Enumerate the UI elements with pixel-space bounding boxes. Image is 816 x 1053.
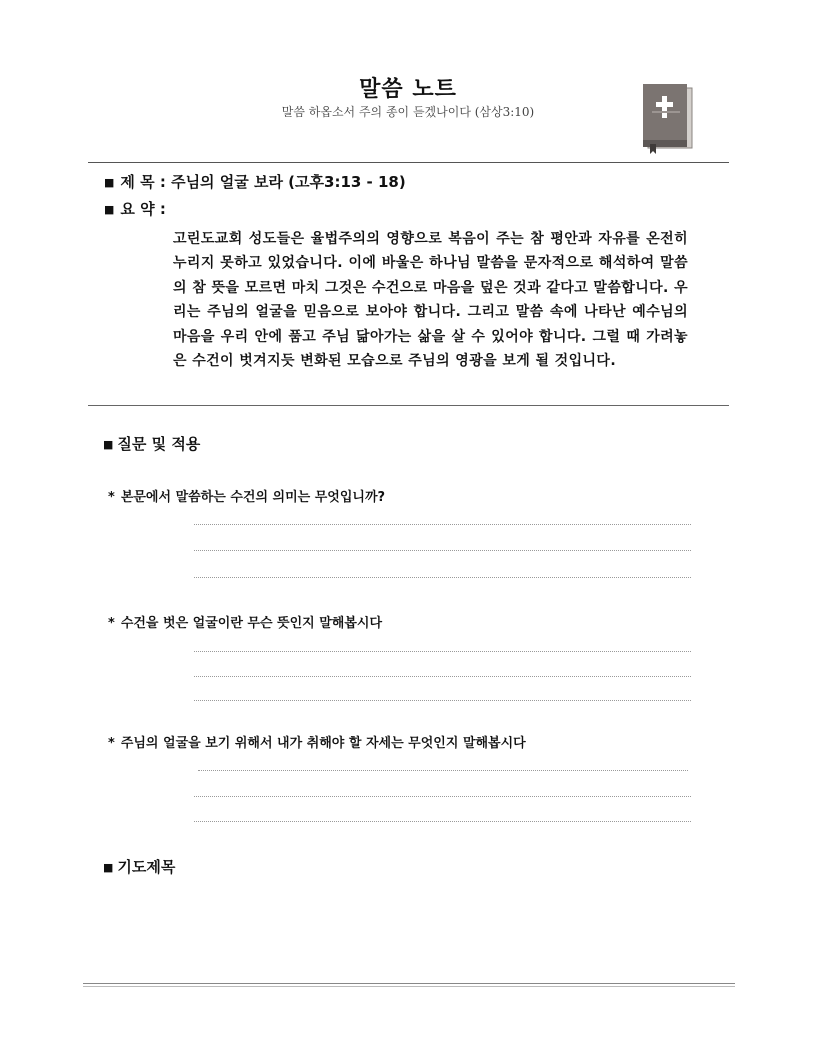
asterisk-bullet-icon: * [108, 616, 115, 631]
asterisk-bullet-icon: * [108, 736, 115, 751]
section-divider [88, 405, 729, 406]
asterisk-bullet-icon: * [108, 490, 115, 505]
footer-divider [83, 983, 735, 987]
questions-section-title: 질문 및 적용 [117, 435, 201, 453]
subject-value: 주님의 얼굴 보라 (고후3:13 - 18) [171, 173, 406, 191]
square-bullet-icon: ■ [104, 203, 115, 216]
square-bullet-icon: ■ [103, 861, 114, 874]
subject-field [104, 171, 406, 192]
question-text: 주님의 얼굴을 보기 위해서 내가 취해야 할 자세는 무엇인지 말해봅시다 [120, 736, 526, 751]
question-item [108, 486, 385, 505]
question-text: 수건을 벗은 얼굴이란 무슨 뜻인지 말해봅시다 [120, 616, 383, 631]
answer-line[interactable] [194, 550, 691, 551]
summary-text: 고린도교회 성도들은 율법주의의 영향으로 복음이 주는 참 평안과 자유를 온전히 누리지 못하고 있었습니다. 이에 바울은 하나님 말씀을 문자적으로 해석하여 말씀의 참 뜻을 모르면 마치 그것은 수건으로 마음을 덮은 것과 같다고 말씀합니다. 우리는 주님의 얼굴을 믿음으로 보아야 합니다. 그리고 말씀 속에 나타난 예수님의 마음을 우리 안에 품고 주님 닮아가는 삶을 살 수 있어야 합니다. 그럴 때 가려놓은 수건이 벗겨지듯 변화된 모습으로 주님의 영광을 보게 될 것입니다. [173, 231, 688, 370]
question-item [108, 732, 526, 751]
header-divider [88, 162, 729, 163]
answer-line[interactable] [194, 700, 691, 701]
answer-line[interactable] [194, 651, 691, 652]
prayer-section-title: 기도제목 [117, 858, 176, 876]
prayer-section-heading [103, 856, 175, 877]
bible-icon [641, 84, 693, 154]
square-bullet-icon: ■ [103, 438, 114, 451]
page-subtitle-verse: 말씀 하옵소서 주의 종이 듣겠나이다 (삼상3:10) [281, 105, 535, 119]
answer-line[interactable] [194, 577, 691, 578]
question-item [108, 612, 382, 631]
page-title: 말씀 노트 [359, 77, 457, 102]
summary-label: 요 약 : [120, 200, 166, 218]
answer-line[interactable] [198, 770, 688, 771]
answer-line[interactable] [194, 676, 691, 677]
questions-section-heading [103, 433, 200, 454]
answer-line[interactable] [194, 821, 691, 822]
square-bullet-icon: ■ [104, 176, 115, 189]
answer-line[interactable] [194, 524, 691, 525]
question-text: 본문에서 말씀하는 수건의 의미는 무엇입니까? [120, 490, 386, 505]
summary-field [104, 198, 166, 219]
answer-line[interactable] [194, 796, 691, 797]
subject-label: 제 목 : [120, 173, 166, 191]
